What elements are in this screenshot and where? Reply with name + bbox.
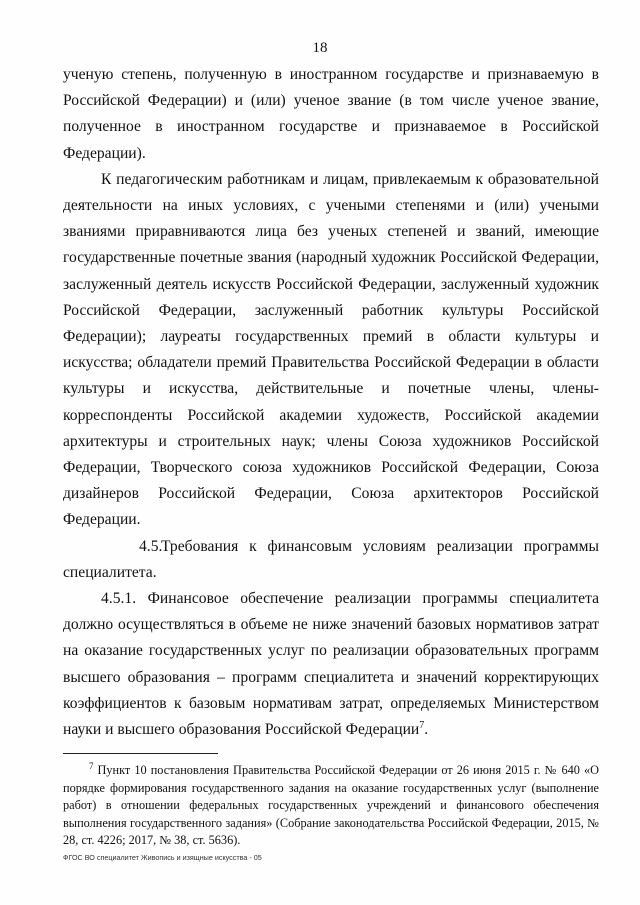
footnote-reference: 7 <box>419 719 425 731</box>
footnote-divider <box>63 753 218 754</box>
section-number: 4.5. <box>139 537 163 555</box>
document-code-label: ФГОС ВО специалитет Живопись и изящные искусства - 05 <box>63 853 262 862</box>
section-title: Требования к финансовым условиям реализации программы специалитета. <box>63 537 599 581</box>
body-text <box>63 62 599 743</box>
footnote-text: Пункт 10 постановления Правительства Российской Федерации от 26 июня 2015 г. № 640 «О порядке формирования государственного задания на оказание государственных услуг (выполнение работ) в отношении федеральных государственных учреждений и финансового обеспечения выполнения государственного задания» (Собрание законодательства Российской Федерации, 2015, № 28, ст. 4226; 2017, № 38, ст. 5636). <box>63 763 599 847</box>
section-heading <box>63 534 599 586</box>
page-number: 18 <box>312 40 328 56</box>
footnote <box>63 762 599 850</box>
paragraph-financing-end: . <box>424 721 429 739</box>
paragraph-continuation: ученую степень, полученную в иностранном государстве и признаваемую в Российской Федерации) и (или) ученое звание (в том числе ученое звание, полученное в иностранном государстве и признаваемое в Российской Федерации). <box>63 66 599 162</box>
paragraph-equivalence: К педагогическим работникам и лицам, привлекаемым к образовательной деятельности на иных условиях, с учеными степенями и (или) учеными званиями приравниваются лица без ученых степеней и званий, имеющие государственные почетные звания (народный художник Российской Федерации, заслуженный деятель искусств Российской Федерации, заслуженный художник Российской Федерации, заслуженный работник культуры Российской Федерации); лауреаты государственных премий в области культуры и искусства; обладатели премий Правительства Российской Федерации в области культуры и искусства, действительные и почетные члены, члены-корреспонденты Российской академии художеств, Российской академии архитектуры и строительных наук; члены Союза художников Российской Федерации, Творческого союза художников Российской Федерации, Союза дизайнеров Российской Федерации, Союза архитекторов Российской Федерации. <box>63 170 599 529</box>
footnote-mark: 7 <box>89 760 94 771</box>
paragraph-financing-text: 4.5.1. Финансовое обеспечение реализации программы специалитета должно осуществляться в объеме не ниже значений базовых нормативов затрат на оказание государственных услуг по реализации образовательных программ высшего образования – программ специалитета и значений корректирующих коэффициентов к базовым нормативам затрат, определяемых Министерством науки и высшего образования Российской Федерации <box>63 590 599 739</box>
paragraph-financing <box>63 586 599 743</box>
